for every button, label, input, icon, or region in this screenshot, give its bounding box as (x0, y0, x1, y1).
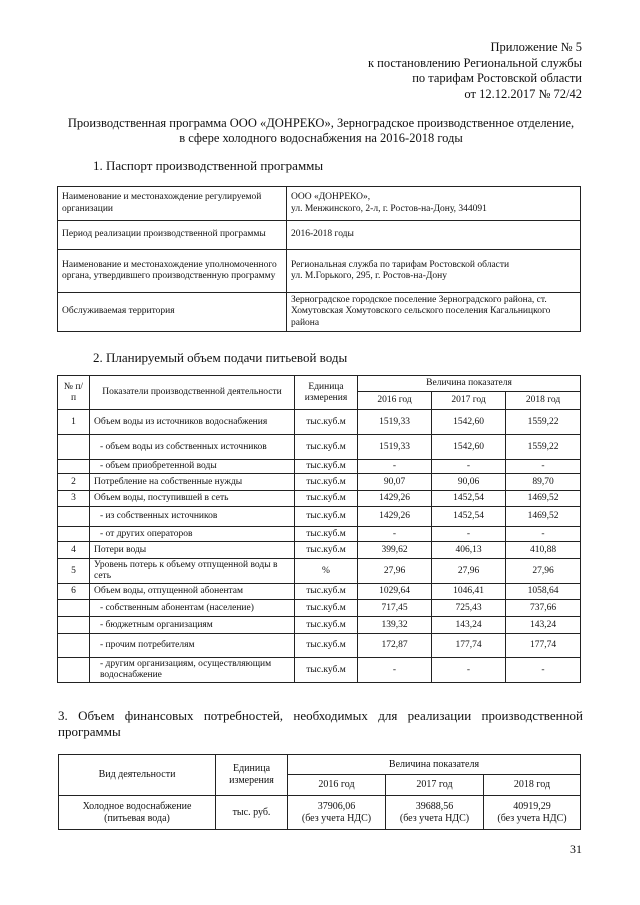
title-line: в сфере холодного водоснабжения на 2016-2018 годы (179, 131, 463, 145)
table-row (58, 600, 581, 617)
row-value: 90,06 (432, 474, 506, 491)
row-name: Объем воды, отпущенной абонентам (90, 584, 295, 600)
row-value: 406,13 (432, 542, 506, 559)
row-value: 1519,33 (358, 410, 432, 435)
row-value: 737,66 (506, 600, 581, 617)
header-year: 2016 год (288, 775, 386, 796)
row-value: 1029,64 (358, 584, 432, 600)
header-year: 2017 год (386, 775, 484, 796)
row-name: Потери воды (90, 542, 295, 559)
table-row (58, 527, 581, 542)
section2-heading: 2. Планируемый объем подачи питьевой воды (93, 350, 348, 365)
row-value: 177,74 (506, 634, 581, 658)
row-value: 1452,54 (432, 491, 506, 507)
row-value: 1542,60 (432, 410, 506, 435)
passport-value: ООО «ДОНРЕКО», ул. Менжинского, 2-л, г. Ростов-на-Дону, 344091 (287, 187, 581, 221)
row-activity: Холодное водоснабжение (питьевая вода) (59, 796, 216, 830)
table-row (58, 221, 581, 250)
row-num: 1 (58, 410, 90, 435)
row-num (58, 634, 90, 658)
row-value: 1559,22 (506, 435, 581, 460)
passport-label: Наименование и местонахождение уполномоченного органа, утвердившего производственную программу (58, 250, 287, 293)
row-name: Объем воды, поступившей в сеть (90, 491, 295, 507)
row-value: - (432, 658, 506, 683)
row-value: - (358, 658, 432, 683)
row-value: 27,96 (358, 559, 432, 584)
row-value: 139,32 (358, 617, 432, 634)
passport-label: Наименование и местонахождение регулируемой организации (58, 187, 287, 221)
row-value: 725,43 (432, 600, 506, 617)
row-num (58, 507, 90, 527)
row-name: Уровень потерь к объему отпущенной воды в сеть (90, 559, 295, 584)
header-unit: Единица измерения (295, 376, 358, 410)
row-unit: тыс.куб.м (295, 435, 358, 460)
table-row (58, 617, 581, 634)
passport-table (57, 186, 581, 332)
row-value: 177,74 (432, 634, 506, 658)
row-name: - бюджетным организациям (90, 617, 295, 634)
row-value: 1519,33 (358, 435, 432, 460)
section3-heading: 3. Объем финансовых потребностей, необходимых для реализации производственной программы (58, 708, 583, 739)
header-unit: Единица измерения (216, 755, 288, 796)
row-unit: тыс.куб.м (295, 527, 358, 542)
row-value: 399,62 (358, 542, 432, 559)
row-value: - (506, 658, 581, 683)
row-name: - объем приобретенной воды (90, 460, 295, 474)
row-value: 143,24 (506, 617, 581, 634)
header-value: Величина показателя (288, 755, 581, 775)
row-value: 39688,56 (без учета НДС) (386, 796, 484, 830)
row-num (58, 435, 90, 460)
page-number: 31 (570, 842, 582, 856)
row-value: 37906,06 (без учета НДС) (288, 796, 386, 830)
row-value: 27,96 (506, 559, 581, 584)
table-row (58, 542, 581, 559)
row-num (58, 460, 90, 474)
row-num: 5 (58, 559, 90, 584)
row-num (58, 527, 90, 542)
row-value: 1469,52 (506, 491, 581, 507)
row-num: 3 (58, 491, 90, 507)
row-value: 1046,41 (432, 584, 506, 600)
water-volume-table (57, 375, 581, 683)
appendix-line: Приложение № 5 (490, 40, 582, 54)
table-row (58, 250, 581, 293)
row-unit: тыс.куб.м (295, 658, 358, 683)
row-value: 1469,52 (506, 507, 581, 527)
header-year: 2018 год (506, 392, 581, 410)
title-line: Производственная программа ООО «ДОНРЕКО», Зерноградское производственное отделение, (67, 116, 575, 130)
row-unit: тыс.куб.м (295, 600, 358, 617)
row-value: 172,87 (358, 634, 432, 658)
row-num: 4 (58, 542, 90, 559)
header-num: № п/п (58, 376, 90, 410)
row-unit: тыс.куб.м (295, 634, 358, 658)
row-value: - (358, 527, 432, 542)
row-unit: тыс.куб.м (295, 507, 358, 527)
table-row (58, 559, 581, 584)
header-year: 2016 год (358, 392, 432, 410)
table-row (58, 474, 581, 491)
row-name: - другим организациям, осуществляющим водоснабжение (90, 658, 295, 683)
row-unit: тыс.куб.м (295, 542, 358, 559)
row-name: Потребление на собственные нужды (90, 474, 295, 491)
table-row (58, 507, 581, 527)
row-name: - от других операторов (90, 527, 295, 542)
header-year: 2017 год (432, 392, 506, 410)
row-name: - собственным абонентам (население) (90, 600, 295, 617)
row-unit: тыс.куб.м (295, 410, 358, 435)
passport-value: 2016-2018 годы (287, 221, 581, 250)
row-value: - (506, 527, 581, 542)
row-value: 40919,29 (без учета НДС) (484, 796, 581, 830)
table-row (58, 410, 581, 435)
row-value: 717,45 (358, 600, 432, 617)
table-row (58, 658, 581, 683)
row-name: Объем воды из источников водоснабжения (90, 410, 295, 435)
table-row (58, 293, 581, 332)
financial-needs-table (58, 754, 581, 830)
row-value: 1058,64 (506, 584, 581, 600)
row-num (58, 658, 90, 683)
row-value: 1542,60 (432, 435, 506, 460)
row-name: - прочим потребителям (90, 634, 295, 658)
row-unit: тыс.куб.м (295, 474, 358, 491)
passport-value: Зерноградское городское поселение Зерноградского района, ст. Хомутовская Хомутовского сельского поселения Кагальницкого района (287, 293, 581, 332)
table-row (58, 634, 581, 658)
row-unit: % (295, 559, 358, 584)
header-value: Величина показателя (358, 376, 581, 392)
row-unit: тыс. руб. (216, 796, 288, 830)
row-name: - объем воды из собственных источников (90, 435, 295, 460)
row-value: - (506, 460, 581, 474)
header-year: 2018 год (484, 775, 581, 796)
row-num: 6 (58, 584, 90, 600)
appendix-header (222, 40, 582, 102)
appendix-line: от 12.12.2017 № 72/42 (464, 86, 582, 101)
row-value: 90,07 (358, 474, 432, 491)
row-value: - (432, 527, 506, 542)
row-value: 1452,54 (432, 507, 506, 527)
header-indicator: Показатели производственной деятельности (90, 376, 295, 410)
row-unit: тыс.куб.м (295, 617, 358, 634)
appendix-line: к постановлению Региональной службы (367, 55, 582, 70)
row-unit: тыс.куб.м (295, 584, 358, 600)
table-row (59, 796, 581, 830)
table-row (58, 187, 581, 221)
section1-heading: 1. Паспорт производственной программы (93, 158, 324, 173)
row-value: 27,96 (432, 559, 506, 584)
row-name: - из собственных источников (90, 507, 295, 527)
row-value: - (358, 460, 432, 474)
document-title (55, 116, 587, 146)
passport-label: Период реализации производственной программы (58, 221, 287, 250)
row-num: 2 (58, 474, 90, 491)
table-row (58, 435, 581, 460)
row-value: 89,70 (506, 474, 581, 491)
row-value: - (432, 460, 506, 474)
row-value: 410,88 (506, 542, 581, 559)
header-activity: Вид деятельности (59, 755, 216, 796)
passport-label: Обслуживаемая территория (58, 293, 287, 332)
row-value: 1429,26 (358, 491, 432, 507)
row-num (58, 617, 90, 634)
row-num (58, 600, 90, 617)
row-unit: тыс.куб.м (295, 460, 358, 474)
row-value: 1429,26 (358, 507, 432, 527)
table-row (58, 491, 581, 507)
appendix-line: по тарифам Ростовской области (412, 71, 582, 85)
table-row (58, 460, 581, 474)
row-unit: тыс.куб.м (295, 491, 358, 507)
row-value: 143,24 (432, 617, 506, 634)
table-row (58, 584, 581, 600)
row-value: 1559,22 (506, 410, 581, 435)
passport-value: Региональная служба по тарифам Ростовской области ул. М.Горького, 295, г. Ростов-на-Дону (287, 250, 581, 293)
